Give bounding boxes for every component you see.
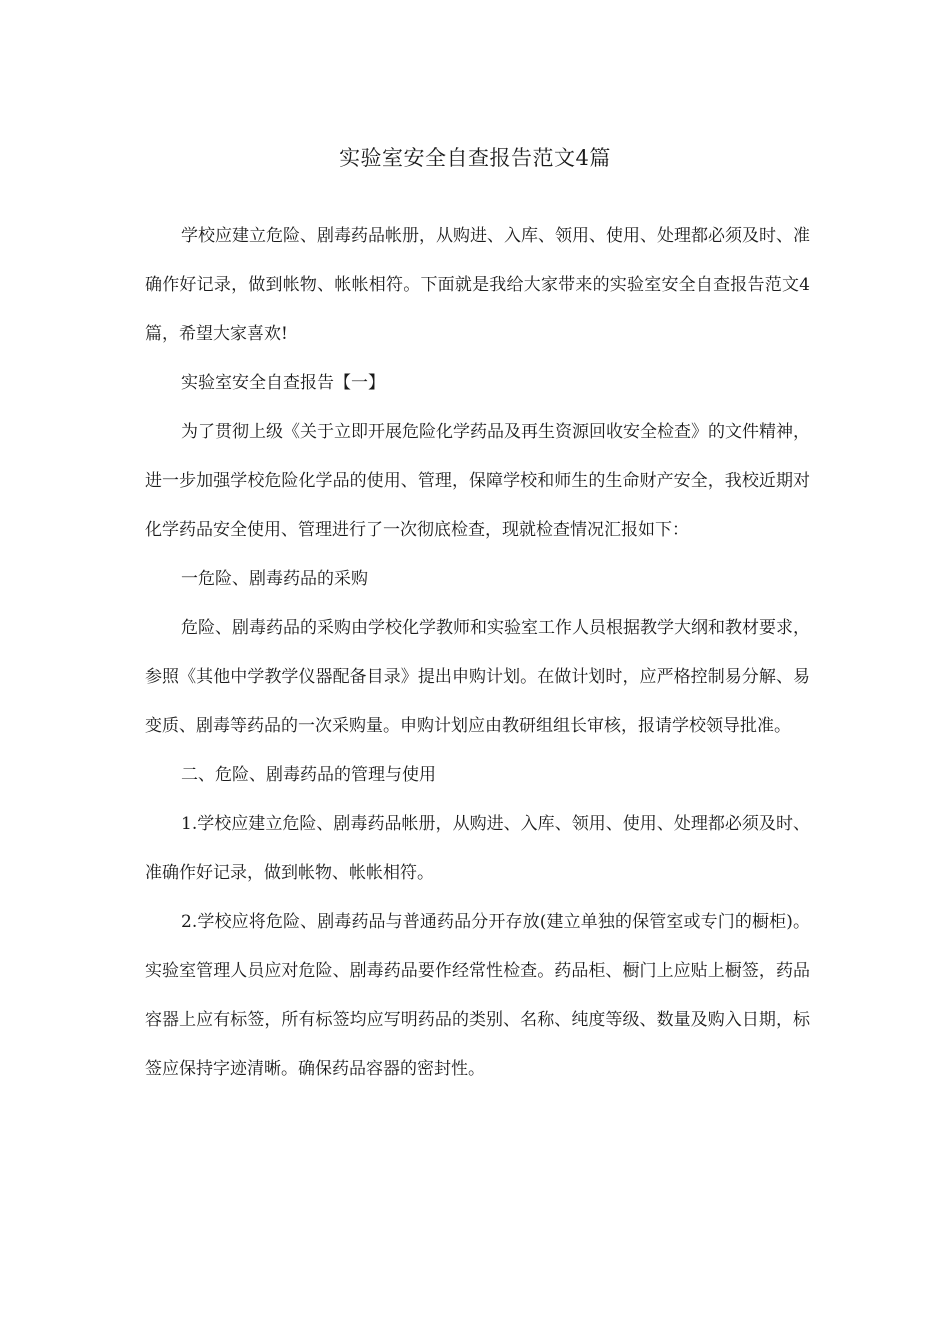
report-heading-1: 实验室安全自查报告【一】: [181, 373, 385, 393]
background-paragraph: 为了贯彻上级《关于立即开展危险化学药品及再生资源回收安全检查》的文件精神，进一步加强学校危险化学品的使用、管理，保障学校和师生的生命财产安全，我校近期对化学药品安全使用、管理进行了一次彻底检查，现就检查情况汇报如下：: [145, 422, 810, 540]
management-item-1: 1.学校应建立危险、剧毒药品帐册，从购进、入库、领用、使用、处理都必须及时、准确作好记录，做到帐物、帐帐相符。: [145, 814, 810, 883]
document-body: [145, 212, 810, 1094]
procurement-paragraph: 危险、剧毒药品的采购由学校化学教师和实验室工作人员根据教学大纲和教材要求，参照《其他中学教学仪器配备目录》提出申购计划。在做计划时，应严格控制易分解、易变质、剧毒等药品的一次采购量。申购计划应由教研组组长审核，报请学校领导批准。: [145, 618, 810, 736]
document-title: 实验室安全自查报告范文4篇: [339, 146, 611, 170]
section-heading-procurement: 一危险、剧毒药品的采购: [181, 569, 368, 589]
management-item-2: 2.学校应将危险、剧毒药品与普通药品分开存放(建立单独的保管室或专门的橱柜)。实验室管理人员应对危险、剧毒药品要作经常性检查。药品柜、橱门上应贴上橱签，药品容器上应有标签，所有标签均应写明药品的类别、名称、纯度等级、数量及购入日期，标签应保持字迹清晰。确保药品容器的密封性。: [145, 912, 810, 1079]
intro-paragraph: 学校应建立危险、剧毒药品帐册，从购进、入库、领用、使用、处理都必须及时、准确作好记录，做到帐物、帐帐相符。下面就是我给大家带来的实验室安全自查报告范文4篇，希望大家喜欢!: [145, 226, 810, 344]
section-heading-management: 二、危险、剧毒药品的管理与使用: [181, 765, 436, 785]
